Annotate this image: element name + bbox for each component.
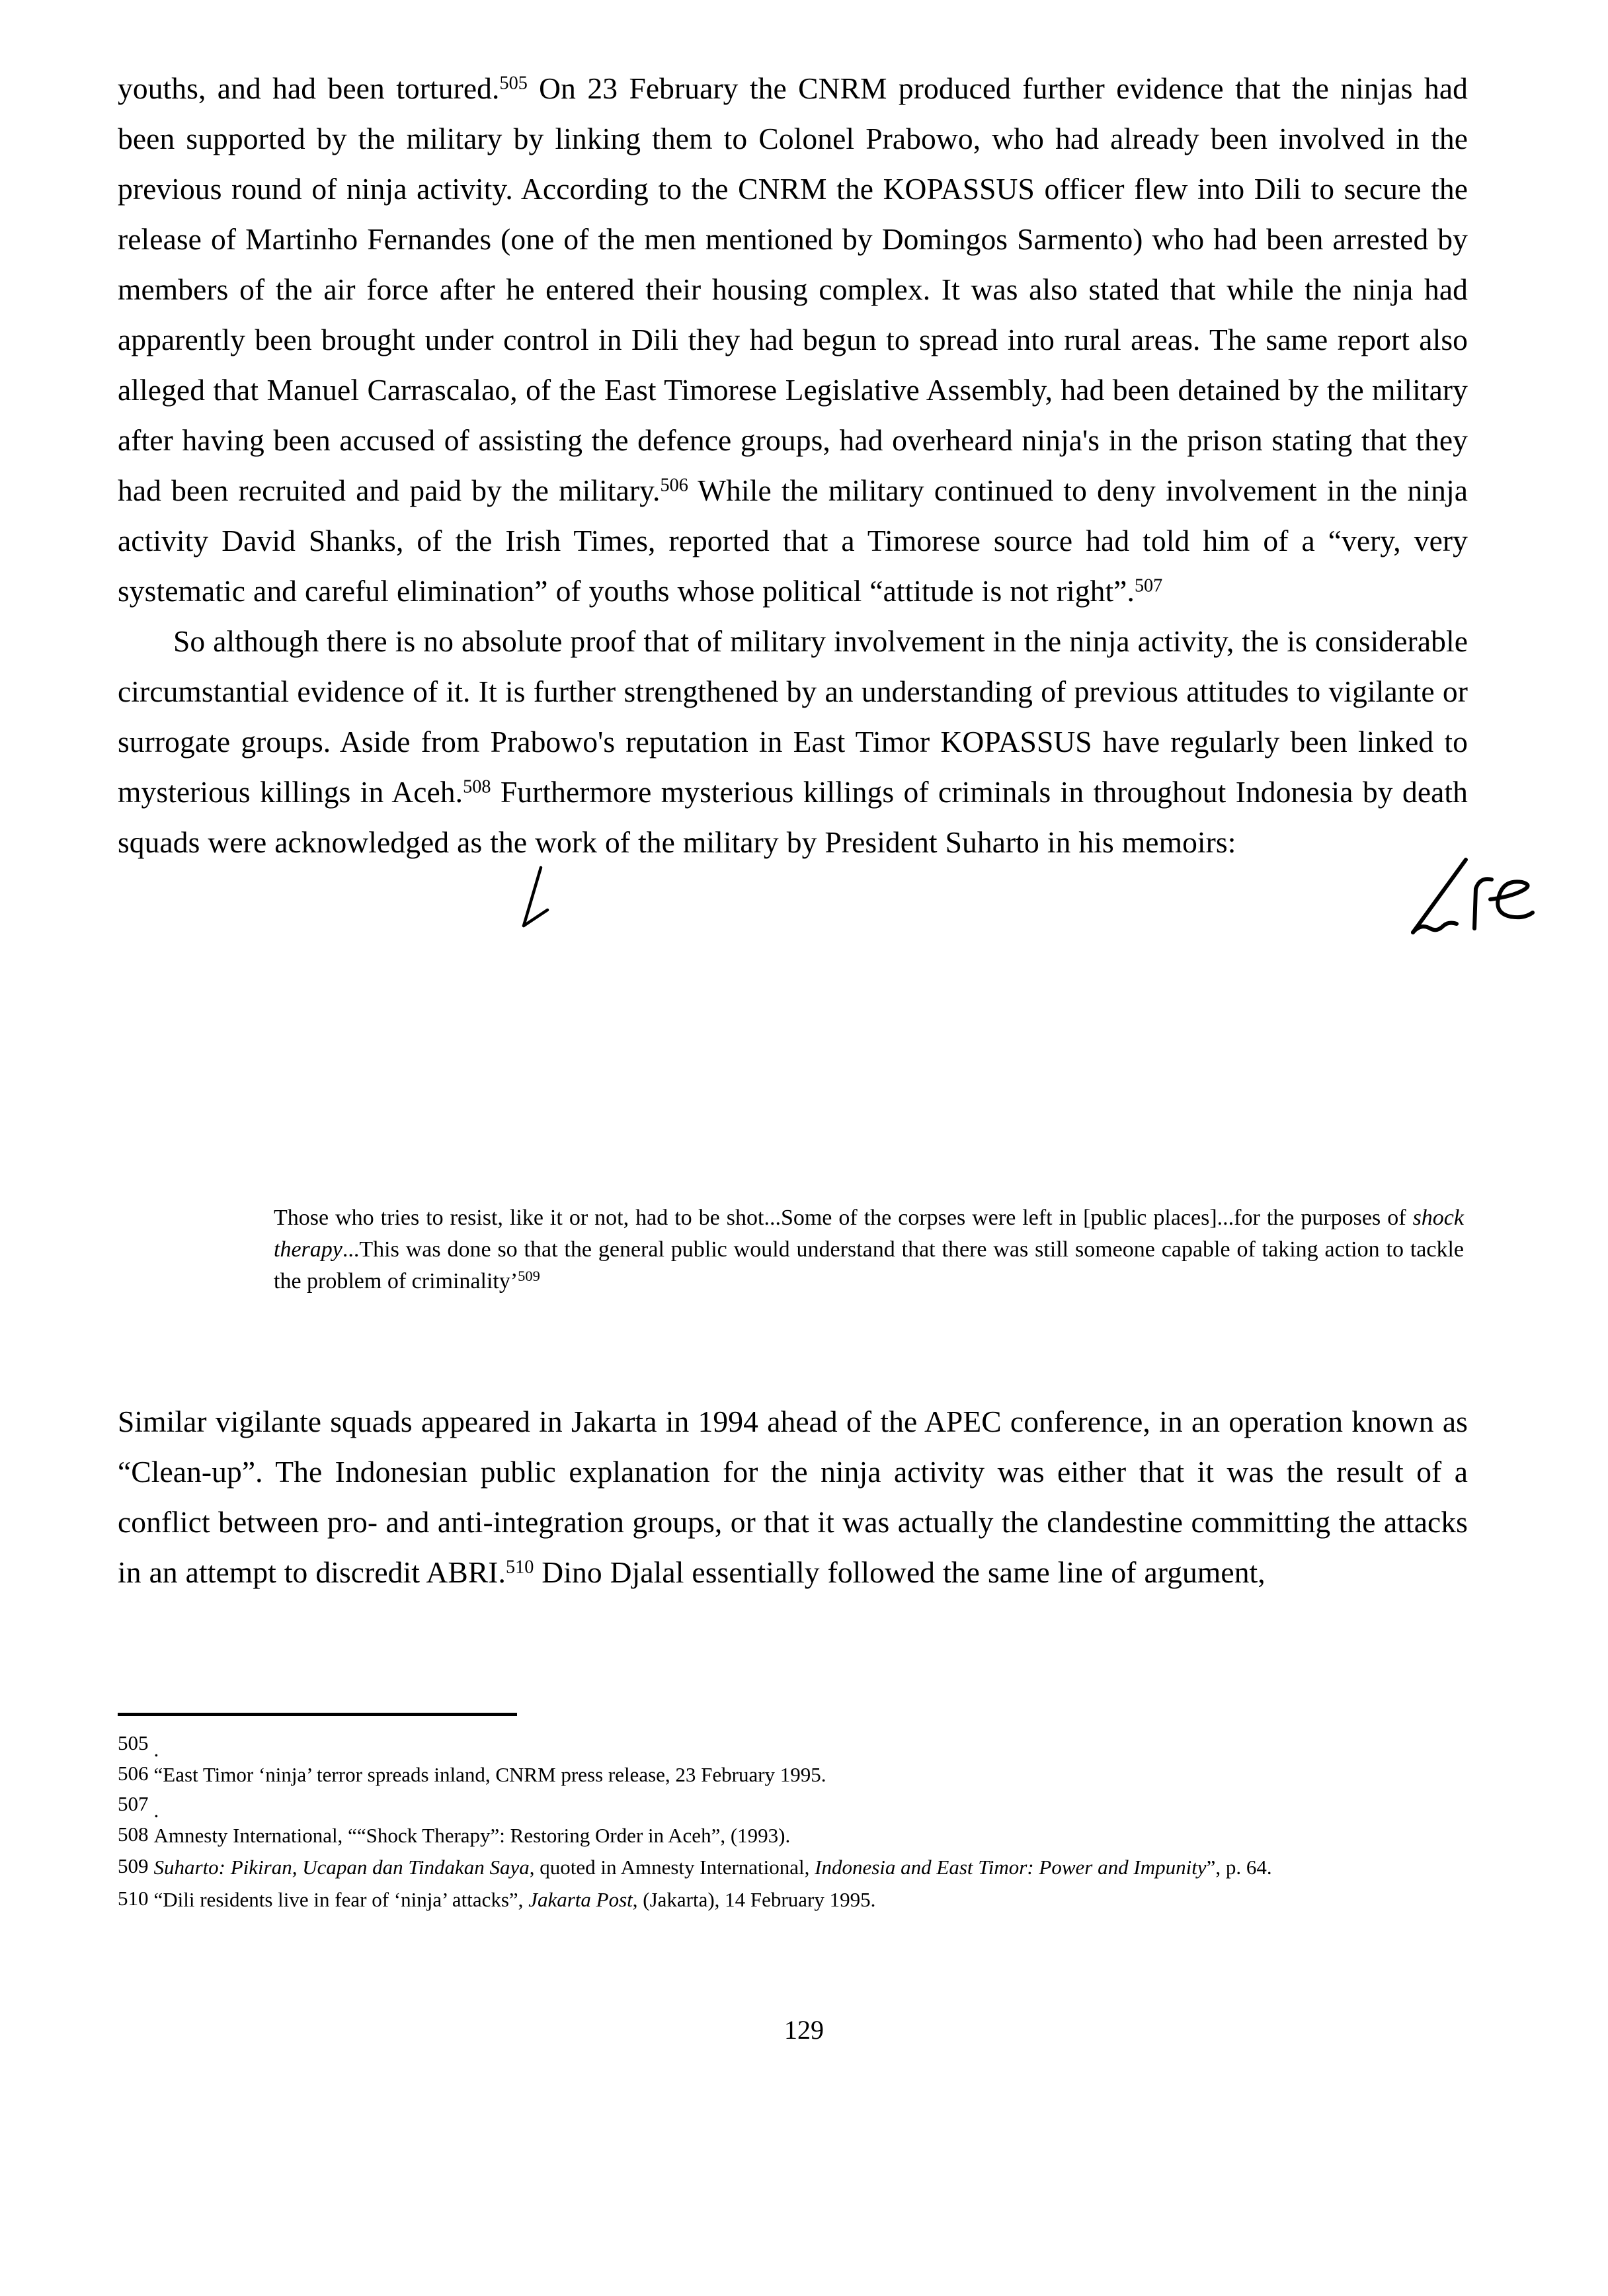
footnote-item-508: [118, 1820, 1480, 1850]
footnote-separator-rule: [118, 1713, 517, 1716]
footnote-item-506: [118, 1759, 1480, 1789]
paragraph-1-segment-a: youths, and had been tortured.: [118, 71, 500, 105]
paragraph-3-segment-b: Dino Djalal essentially followed the same line of argument,: [534, 1555, 1266, 1589]
block-quotation: [274, 1202, 1464, 1297]
body-paragraph-3: [118, 1397, 1468, 1598]
footnote-text: Amnesty International, ““Shock Therapy”: Restoring Order in Aceh”, (1993).: [153, 1823, 791, 1847]
footnote-ref-510[interactable]: 510: [506, 1557, 534, 1578]
footnote-italic-title-2: Indonesia and East Timor: Power and Impunity: [815, 1856, 1207, 1879]
page-number: 129: [784, 2015, 824, 2045]
handwritten-insertion-caret-icon: [509, 864, 582, 950]
quote-italic-shock-therapy: shock therapy: [274, 1206, 1464, 1262]
footnote-number: 510: [118, 1887, 149, 1910]
footnote-number: 506: [118, 1761, 149, 1785]
body-paragraph-1: [118, 63, 1468, 616]
footnote-number: 508: [118, 1822, 149, 1846]
paragraph-3-segment-a: Similar vigilante squads appeared in Jakarta in 1994 ahead of the APEC conference, in an operation known as “Clean-up”. The Indonesian public explanation for the ninja activity was either that it was the result of a conflict between pro- and anti-integration groups, or that it was actually the clandestine committing the attacks in an attempt to discredit ABRI.: [118, 1405, 1468, 1589]
paragraph-2-segment-b: Furthermore mysterious killings of criminals in throughout Indonesia by death squads were acknowledged as the work of the military by President Suharto in his memoirs:: [118, 775, 1468, 859]
footnote-text: “East Timor ‘ninja’ terror spreads inland, CNRM press release, 23 February 1995.: [153, 1762, 826, 1786]
quote-segment-a: Those who tries to resist, like it or not, had to be shot...Some of the corpses were left in [public places]...for the purposes of: [274, 1206, 1413, 1230]
footnote-plain-1: , quoted in Amnesty International,: [529, 1856, 815, 1879]
footnote-item-510: [118, 1884, 1480, 1914]
paragraph-2-segment-a: So although there is no absolute proof that of military involvement in the ninja activity, the is considerable circumstantial evidence of it. It is further strengthened by an understanding of previous attitudes to vigilante or surrogate groups. Aside from Prabowo's reputation in East Timor KOPASSUS have regularly been linked to mysterious killings in Aceh.: [118, 624, 1468, 809]
footnote-text: [154, 1856, 1272, 1879]
footnote-item-507: [118, 1789, 1480, 1820]
footnote-trailing-dot: .: [153, 1798, 159, 1822]
paragraph-1-segment-b: On 23 February the CNRM produced further evidence that the ninjas had been supported by the military by linking them to Colonel Prabowo, who had already been involved in the previous round of ninja activity. According to the CNRM the KOPASSUS officer flew into Dili to secure the release of Martinho Fernandes (one of the men mentioned by Domingos Sarmento) who had been arrested by members of the air force after he entered their housing complex. It was also stated that while the ninja had apparently been brought under control in Dili they had begun to spread into rural areas. The same report also alleged that Manuel Carrascalao, of the East Timorese Legislative Assembly, had been detained by the military after having been accused of assisting the defence groups, had overheard ninja's in the prison stating that they had been recruited and paid by the military.: [118, 71, 1468, 507]
footnote-number: 505: [118, 1731, 149, 1754]
footnote-item-505: [118, 1729, 1480, 1759]
footnote-plain-1: “Dili residents live in fear of ‘ninja’ attacks”,: [153, 1888, 529, 1912]
footnote-ref-507[interactable]: 507: [1134, 575, 1163, 596]
footnote-plain-2: , (Jakarta), 14 February 1995.: [632, 1888, 876, 1912]
footnote-ref-506[interactable]: 506: [660, 475, 688, 496]
paragraph-1-segment-c: While the military continued to deny involvement in the ninja activity David Shanks, of the Irish Times, reported that a Timorese source had told him of a “very, very systematic and careful elimination” of youths whose political “attitude is not right”.: [118, 473, 1468, 608]
footnote-number: 507: [118, 1791, 149, 1815]
footnote-list: [118, 1729, 1480, 1914]
footnote-number: 509: [118, 1854, 149, 1878]
footnote-text: [154, 1888, 876, 1911]
footnote-ref-508[interactable]: 508: [463, 776, 491, 798]
footnote-ref-509[interactable]: 509: [518, 1267, 540, 1284]
footnote-italic-title-1: Suharto: Pikiran, Ucapan dan Tindakan Saya: [153, 1856, 530, 1879]
footnote-ref-505[interactable]: 505: [499, 73, 528, 94]
body-paragraph-2: [118, 616, 1468, 868]
main-text-column-tail: [118, 1397, 1468, 1598]
quote-segment-b: ...This was done so that the general public would understand that there was still someone capable of taking action to tackle the problem of criminality’: [274, 1237, 1464, 1293]
footnote-italic-source: Jakarta Post: [528, 1888, 633, 1912]
main-text-column: [118, 63, 1468, 868]
footnote-item-509: [118, 1850, 1480, 1884]
footnote-plain-2: ”, p. 64.: [1206, 1856, 1272, 1879]
footnote-trailing-dot: .: [153, 1737, 159, 1761]
